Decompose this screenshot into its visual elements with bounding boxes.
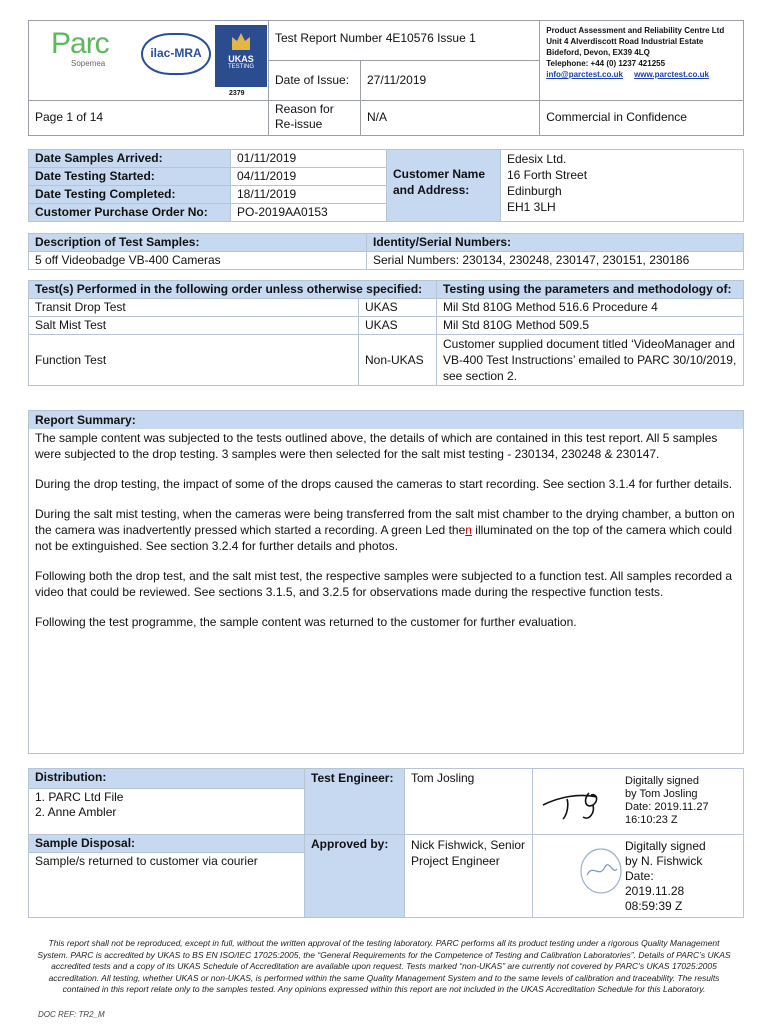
test-row: [29, 317, 744, 335]
test-name: Function Test: [29, 335, 359, 386]
summary-text: During the salt mist testing, when the cameras were being transferred from the salt mist chamber to the drying chamber, a button on the camera was inadvertently pressed which started a recording. A green Led the: [35, 507, 735, 537]
distribution-item: 2. Anne Ambler: [35, 805, 117, 819]
test-accreditation: Non-UKAS: [359, 335, 437, 386]
confidentiality-label: Commercial in Confidence: [540, 101, 744, 136]
approver-signature-text: [625, 839, 706, 914]
purchase-order-value: PO-2019AA0153: [231, 204, 387, 222]
parc-logo: [51, 27, 146, 87]
customer-address: [501, 150, 744, 222]
company-address-1: Unit 4 Alverdiscott Road Industrial Estate: [546, 37, 704, 46]
ukas-logo: [215, 25, 267, 87]
signature-line: Digitally signed: [625, 839, 706, 853]
signature-line: by Tom Josling: [625, 788, 698, 800]
date-started-label: Date Testing Started:: [29, 168, 231, 186]
serial-numbers-value: Serial Numbers: 230134, 230248, 230147, 230151, 230186: [367, 252, 744, 270]
summary-paragraph: [35, 506, 737, 554]
sample-disposal-value: Sample/s returned to customer via courier: [29, 853, 305, 918]
test-method: Customer supplied document titled ‘VideoManager and VB-400 Test Instructions’ emailed to PARC 30/10/2019, see section 2.: [437, 335, 744, 386]
customer-city: Edinburgh: [507, 184, 562, 198]
signature-image: [539, 783, 623, 823]
test-engineer-name: Tom Josling: [405, 769, 533, 835]
date-started-value: 04/11/2019: [231, 168, 387, 186]
test-accreditation: UKAS: [359, 299, 437, 317]
date-completed-value: 18/11/2019: [231, 186, 387, 204]
report-header: [28, 20, 744, 135]
summary-paragraph: The sample content was subjected to the tests outlined above, the details of which are contained in this test report. All 5 samples were subjected to the drop testing. 3 samples were then selected for the salt mist testing - 230134, 230248 & 230147.: [35, 431, 718, 461]
ukas-number: 2379: [229, 90, 245, 97]
report-number: Test Report Number 4E10576 Issue 1: [269, 21, 539, 61]
company-email-link[interactable]: info@parctest.co.uk: [546, 70, 623, 79]
reason-for-reissue-value: N/A: [361, 101, 540, 136]
signature-line: 08:59:39 Z: [625, 899, 683, 913]
customer-address-line: 16 Forth Street: [507, 168, 588, 182]
summary-paragraph: Following the test programme, the sample content was returned to the customer for further evaluation.: [35, 615, 577, 629]
distribution-item: 1. PARC Ltd File: [35, 790, 124, 804]
doc-ref: DOC REF: TR2_M: [38, 1010, 105, 1019]
test-row: [29, 335, 744, 386]
tests-performed-header: Test(s) Performed in the following order unless otherwise specified:: [29, 281, 437, 299]
summary-paragraph: Following both the drop test, and the salt mist test, the respective samples were subjected to a function test. All samples recorded a video that could be reviewed. See sections 3.1.5, and 3.2.5 for observations made during the respective function tests.: [35, 569, 733, 599]
test-row: [29, 299, 744, 317]
test-name: Salt Mist Test: [29, 317, 359, 335]
description-value: 5 off Videobadge VB-400 Cameras: [29, 252, 367, 270]
ilac-mra-logo: [141, 33, 211, 75]
report-summary-body: [29, 429, 743, 645]
parc-logo-text: Parc: [51, 27, 109, 60]
company-address-2: Bideford, Devon, EX39 4LQ: [546, 48, 650, 57]
reason-for-reissue-label: Reason for Re-issue: [269, 101, 361, 136]
signoff-table: [28, 768, 744, 918]
description-label: Description of Test Samples:: [29, 234, 367, 252]
test-accreditation: UKAS: [359, 317, 437, 335]
serial-numbers-label: Identity/Serial Numbers:: [367, 234, 744, 252]
crown-icon: [229, 29, 253, 51]
signature-line: 16:10:23 Z: [625, 814, 678, 826]
date-arrived-value: 01/11/2019: [231, 150, 387, 168]
test-engineer-label: Test Engineer:: [305, 769, 405, 835]
report-number-cell: [269, 21, 540, 101]
methodology-header: Testing using the parameters and methodology of:: [437, 281, 744, 299]
samples-table: [28, 149, 744, 222]
approver-signature: [533, 835, 744, 918]
signature-line: Date: 2019.11.27: [625, 801, 709, 813]
engineer-signature-text: [625, 775, 709, 827]
date-arrived-label: Date Samples Arrived:: [29, 150, 231, 168]
signature-line: Digitally signed: [625, 775, 699, 787]
summary-paragraph: During the drop testing, the impact of some of the drops caused the cameras to start recording. See section 3.1.4 for further details.: [35, 477, 733, 491]
report-summary-title: Report Summary:: [29, 411, 743, 429]
distribution-label: Distribution:: [29, 769, 305, 789]
summary-text-highlight: n: [465, 523, 472, 537]
tests-table: [28, 280, 744, 386]
distribution-list: [29, 789, 305, 835]
ilac-logo-text: ilac-MRA: [150, 46, 202, 60]
customer-postcode: EH1 3LH: [507, 200, 556, 214]
logo-area: [29, 21, 269, 101]
customer-name: Edesix Ltd.: [507, 152, 567, 166]
company-website-link[interactable]: www.parctest.co.uk: [634, 70, 709, 79]
customer-label: Customer Name and Address:: [387, 150, 501, 222]
signature-line: Date:: [625, 869, 654, 883]
signature-line: by N. Fishwick: [625, 854, 703, 868]
date-of-issue-value: 27/11/2019: [367, 73, 427, 87]
date-of-issue-label: Date of Issue:: [269, 61, 361, 100]
company-name: Product Assessment and Reliability Centre Ltd: [546, 26, 725, 35]
report-summary: [28, 410, 744, 754]
description-table: [28, 233, 744, 270]
sample-disposal-label: Sample Disposal:: [29, 835, 305, 853]
test-method: Mil Std 810G Method 516.6 Procedure 4: [437, 299, 744, 317]
test-name: Transit Drop Test: [29, 299, 359, 317]
signature-image: [577, 845, 625, 897]
company-info: [540, 21, 744, 101]
sopemea-logo-text: Sopemea: [71, 59, 106, 68]
company-phone: Telephone: +44 (0) 1237 421255: [546, 59, 666, 68]
signature-line: 2019.11.28: [625, 884, 685, 898]
ukas-logo-subtext: TESTING: [227, 64, 254, 70]
approved-by-label: Approved by:: [305, 835, 405, 918]
approved-by-name: Nick Fishwick, Senior Project Engineer: [405, 835, 533, 918]
footer-disclaimer: This report shall not be reproduced, except in full, without the written approval of the testing laboratory. PARC performs all its product testing under a rigorous Quality Management System. PARC is accredited by UKAS to BS EN ISO/IEC 17025:2005, the “General Requirements for the Competence of Testing and Calibration Laboratories”. Details of PARC’s UKAS accredited tests and a copy of its UKAS Schedule of Accreditation are available upon request. Tests marked “non-UKAS” are currently not covered by PARC’s UKAS 17025:2005 accreditation. All testing, whether UKAS or non-UKAS, is performed within the same Quality Management System and to the same levels of calibration and traceability. The results contained in this report relate only to the samples tested. Any opinions expressed within this report are not included in the UKAS Accreditation Schedule for this Laboratory.: [37, 938, 731, 994]
page-number: Page 1 of 14: [29, 101, 269, 136]
purchase-order-label: Customer Purchase Order No:: [29, 204, 231, 222]
date-completed-label: Date Testing Completed:: [29, 186, 231, 204]
ukas-logo-text: UKAS: [228, 54, 254, 64]
summary-text: illuminated on the top of the camera which could not be extinguished. See section 3.2.4 for further details and photos.: [35, 523, 733, 553]
test-method: Mil Std 810G Method 509.5: [437, 317, 744, 335]
engineer-signature: [533, 769, 744, 835]
